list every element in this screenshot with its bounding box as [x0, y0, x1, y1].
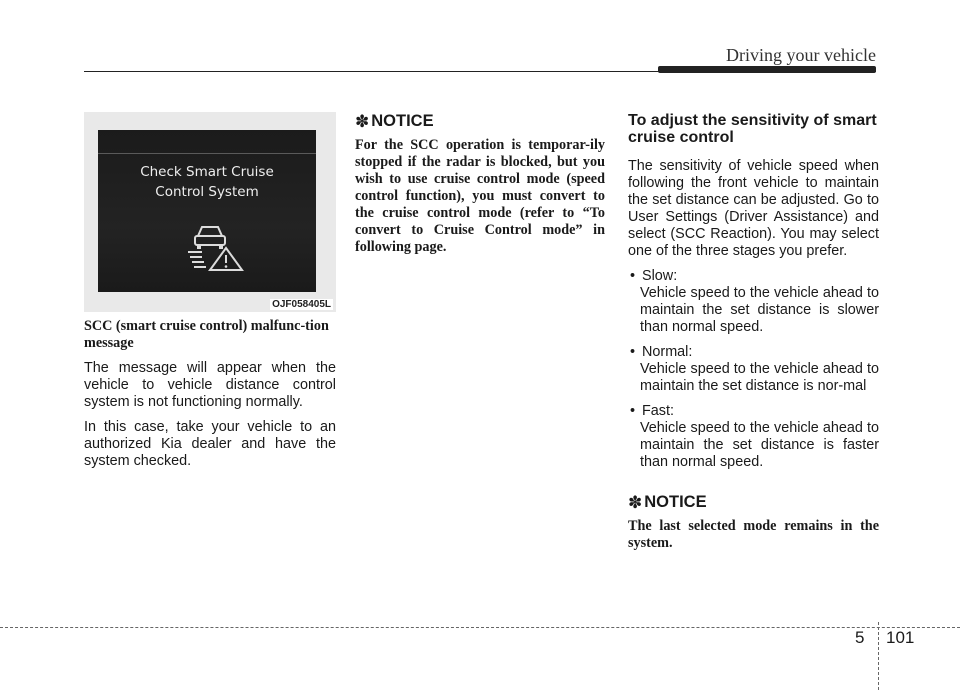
notice-title: NOTICE	[371, 112, 434, 130]
notice-text-2: The last selected mode remains in the system.	[628, 518, 879, 551]
notice-star-icon: ✽	[355, 112, 370, 131]
page-number: 101	[886, 628, 915, 647]
footer-divider	[878, 622, 879, 690]
option-label: Slow:	[642, 268, 678, 284]
notice-title: NOTICE	[644, 493, 707, 511]
footer-rule	[0, 627, 960, 628]
screen-divider	[98, 153, 316, 154]
chapter-number: 5	[855, 628, 865, 647]
list-item	[628, 403, 879, 471]
column-3	[628, 112, 879, 552]
notice-star-icon: ✽	[628, 493, 643, 512]
list-item	[628, 268, 879, 336]
header-title: Driving your vehicle	[726, 45, 876, 65]
option-label: Normal:	[642, 344, 693, 360]
paragraph-1: The message will appear when the vehicle to vehicle distance control system is not functioning normally.	[84, 360, 336, 410]
figure-caption-title: SCC (smart cruise control) malfunc-tion message	[84, 318, 329, 351]
option-description: Vehicle speed to the vehicle ahead to maintain the set distance is slower than normal speed.	[640, 285, 879, 335]
scc-warning-icon	[184, 222, 246, 272]
sensitivity-option-list	[628, 268, 879, 471]
option-description: Vehicle speed to the vehicle ahead to maintain the set distance is faster than normal speed.	[640, 420, 879, 470]
notice-heading	[355, 112, 605, 131]
list-item	[628, 344, 879, 395]
column-2	[355, 112, 605, 256]
bullet-icon: •	[630, 268, 636, 284]
column-1	[84, 318, 336, 470]
notice-text: For the SCC operation is temporar-ily stopped if the radar is blocked, but you wish to use cruise control mode (speed control function), you must convert to the cruise control mode (refer to “To convert to Cruise Control mode” in following page.	[355, 137, 605, 255]
cluster-figure	[84, 112, 336, 312]
cluster-screen	[98, 130, 316, 292]
notice-heading-2	[628, 493, 879, 512]
header-rule-accent	[658, 66, 876, 73]
bullet-icon: •	[630, 403, 636, 419]
figure-code: OJF058405L	[272, 299, 331, 310]
section-intro: The sensitivity of vehicle speed when following the front vehicle to maintain the set distance can be adjusted. Go to User Settings (Driver Assistance) and select (SCC Reaction). You may select one of the three stages you prefer.	[628, 158, 879, 259]
option-label: Fast:	[642, 403, 674, 419]
section-heading: To adjust the sensitivity of smart cruise control	[628, 112, 877, 146]
screen-message	[98, 162, 316, 202]
option-description: Vehicle speed to the vehicle ahead to maintain the set distance is nor-mal	[640, 361, 879, 394]
screen-message-line-1: Check Smart Cruise	[140, 164, 274, 180]
screen-message-line-2: Control System	[155, 184, 259, 200]
bullet-icon: •	[630, 344, 636, 360]
paragraph-2: In this case, take your vehicle to an authorized Kia dealer and have the system checked.	[84, 419, 336, 469]
